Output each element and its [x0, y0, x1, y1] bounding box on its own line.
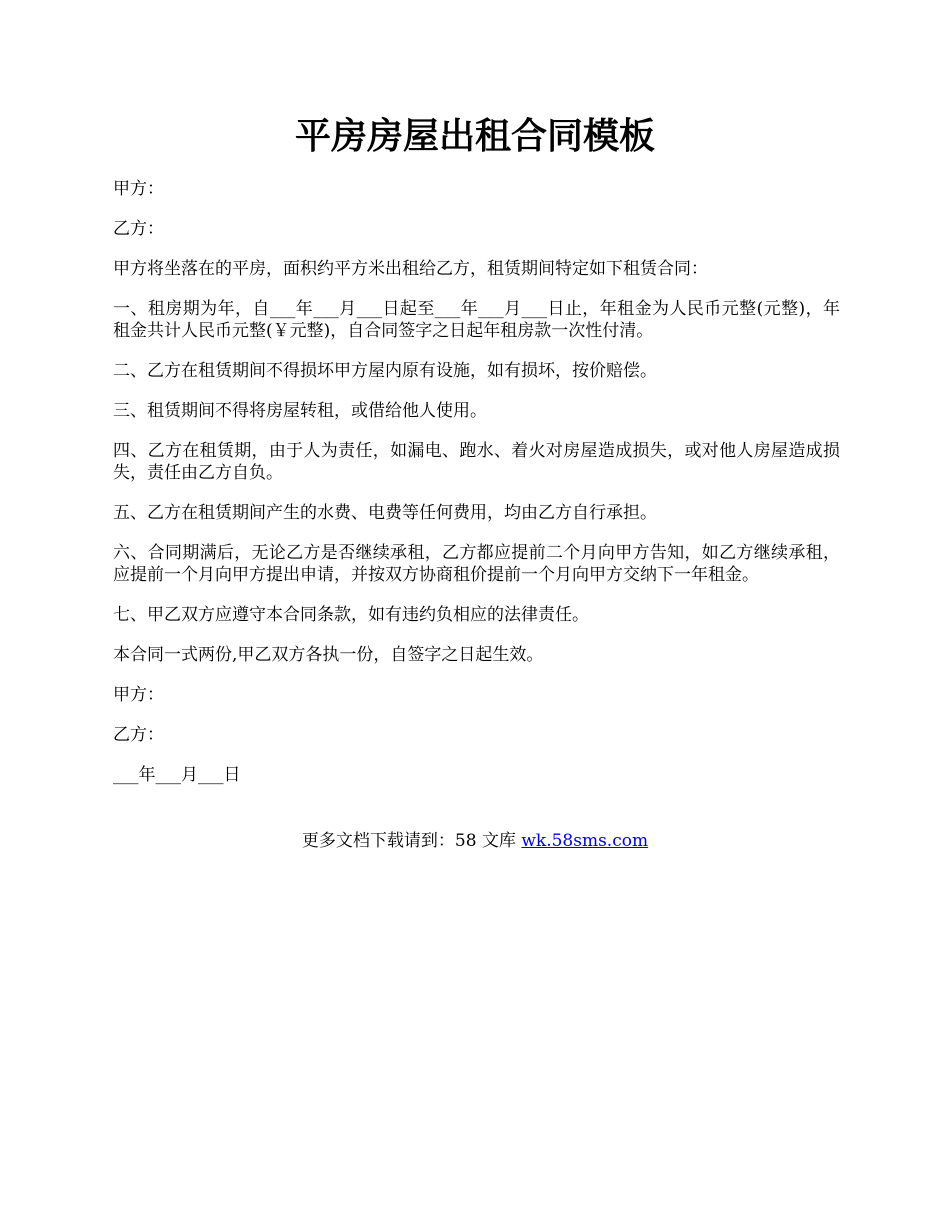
clause-4: 四、乙方在租赁期，由于人为责任，如漏电、跑水、着火对房屋造成损失，或对他人房屋造成损失，责任由乙方自负。: [113, 441, 840, 483]
party-a-line: 甲方：: [113, 179, 164, 199]
clause-6: 六、合同期满后，无论乙方是否继续承租，乙方都应提前二个月向甲方告知，如乙方继续承租，应提前一个月向甲方提出申请，并按双方协商租价提前一个月向甲方交纳下一年租金。: [113, 543, 840, 585]
validity-paragraph: 本合同一式两份,甲乙双方各执一份，自签字之日起生效。: [113, 645, 544, 665]
clause-2: 二、乙方在租赁期间不得损坏甲方屋内原有设施，如有损坏，按价赔偿。: [113, 361, 657, 381]
footer-link[interactable]: wk.58sms.com: [521, 831, 649, 851]
signature-party-b: 乙方：: [113, 725, 164, 745]
clause-5: 五、乙方在租赁期间产生的水费、电费等任何费用，均由乙方自行承担。: [113, 503, 657, 523]
clause-3: 三、租赁期间不得将房屋转租，或借给他人使用。: [113, 401, 487, 421]
signature-date: ___年___月___日: [113, 765, 241, 785]
clause-1: 一、租房期为年，自___年___月___日起至___年___月___日止，年租金为人民币元整(元整)，年租金共计人民币元整(￥元整)，自合同签字之日起年租房款一次性付清。: [113, 299, 840, 341]
intro-paragraph: 甲方将坐落在的平房，面积约平方米出租给乙方，租赁期间特定如下租赁合同：: [113, 259, 708, 279]
document-title: 平房房屋出租合同模板: [294, 115, 655, 157]
document-body: [113, 178, 840, 804]
clause-7: 七、甲乙双方应遵守本合同条款，如有违约负相应的法律责任。: [113, 605, 589, 625]
download-footer: [0, 830, 950, 852]
footer-text: 更多文档下载请到：58 文库: [301, 831, 522, 851]
signature-party-a: 甲方：: [113, 685, 164, 705]
party-b-line: 乙方：: [113, 219, 164, 239]
